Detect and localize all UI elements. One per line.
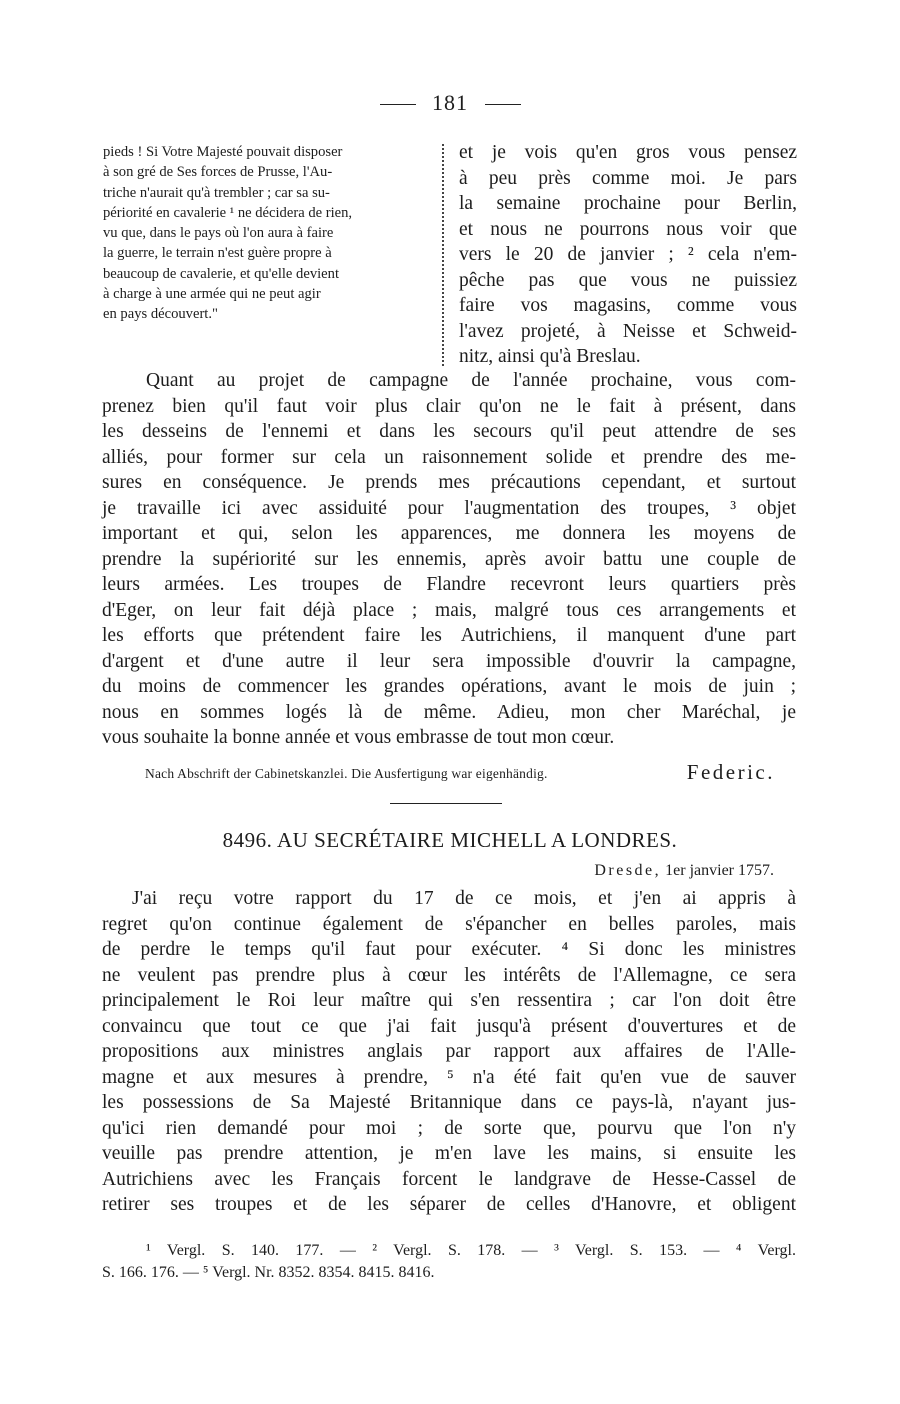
paragraph-line: ne veulent pas prendre plus à cœur les intérêts de l'Allemagne, ce sera — [102, 964, 796, 986]
left-column-line: beaucoup de cavalerie, et qu'elle devient — [103, 265, 340, 282]
paragraph-line: les efforts que prétendent faire les Autrichiens, il manquent d'une part — [102, 625, 796, 646]
right-column-line: et je vois qu'en gros vous pensez — [459, 142, 797, 163]
paragraph-line: convaincu que tout ce que j'ai fait jusqu'à présent d'ouvertures et de — [102, 1015, 796, 1037]
paragraph-line: propositions aux ministres anglais par rapport aux affaires de l'Alle- — [102, 1041, 796, 1062]
paragraph-line: les desseins de l'ennemi et dans les secours qu'il peut attendre de ses — [102, 421, 796, 442]
paragraph-line: Autrichiens avec les Français forcent le landgrave de Hesse-Cassel de — [102, 1168, 796, 1190]
paragraph-line: vous souhaite la bonne année et vous embrasse de tout mon cœur. — [102, 727, 615, 748]
footnote-line: ¹ Vergl. S. 140. 177. — ² Vergl. S. 178. — ³ Vergl. S. 153. — ⁴ Vergl. — [146, 1242, 796, 1259]
dateline — [594, 862, 774, 880]
left-column-line: en pays découvert." — [103, 306, 218, 323]
paragraph-line: les possessions de Sa Majesté Britannique dans ce pays-là, n'ayant jus- — [102, 1092, 796, 1113]
paragraph-line: principalement le Roi leur maître qui s'en ressentira ; car l'on doit être — [102, 990, 796, 1011]
paragraph-line: prendre la supériorité sur les ennemis, après avoir battu une couple de — [102, 548, 796, 570]
source-note: Nach Abschrift der Cabinetskanzlei. Die Ausfertigung war eigenhändig. — [145, 766, 548, 781]
paragraph-line: Quant au projet de campagne de l'année prochaine, vous com- — [146, 370, 796, 391]
footnote-line: S. 166. 176. — ⁵ Vergl. Nr. 8352. 8354. 8415. 8416. — [102, 1264, 435, 1281]
header-dash-right — [485, 104, 521, 105]
right-column-text — [459, 140, 797, 370]
right-column-line: vers le 20 de janvier ; ² cela n'em- — [459, 244, 797, 265]
right-column-line: faire vos magasins, comme vous — [459, 295, 797, 316]
paragraph-line: important et qui, selon les apparences, me donnera les moyens de — [102, 523, 796, 544]
paragraph-letter — [102, 886, 796, 1218]
paragraph-line: retirer ses troupes et de les séparer de celles d'Hanovre, et obligent — [102, 1194, 796, 1215]
left-column-line: périorité en cavalerie ¹ ne décidera de rien, — [103, 204, 353, 221]
paragraph-line: d'Eger, on leur fait déjà place ; mais, malgré tous ces arrangements et — [102, 599, 796, 621]
right-column-line: l'avez projeté, à Neisse et Schweid- — [459, 320, 797, 342]
left-column-line: à charge à une armée qui ne peut agir — [103, 286, 321, 303]
paragraph-line: sures en conséquence. Je prends mes précautions cependant, et surtout — [102, 472, 796, 493]
paragraph-line: d'argent et d'une autre il leur sera impossible d'ouvrir la campagne, — [102, 650, 796, 672]
left-column-line: vu que, dans le pays où l'on aura à faire — [103, 225, 334, 242]
left-column-line: à son gré de Ses forces de Prusse, l'Au- — [103, 164, 333, 181]
column-divider — [442, 144, 444, 366]
right-column-line: à peu près comme moi. Je pars — [459, 167, 797, 189]
page-number: 181 — [432, 90, 468, 115]
paragraph-line: leurs armées. Les troupes de Flandre recevront leurs quartiers près — [102, 574, 796, 595]
left-column-line: pieds ! Si Votre Majesté pouvait disposer — [103, 144, 343, 160]
section-separator — [390, 803, 502, 804]
paragraph-line: de perdre le temps qu'il faut pour exécuter. ⁴ Si donc les ministres — [102, 939, 796, 960]
paragraph-line: magne et aux mesures à prendre, ⁵ n'a été fait qu'en vue de sauver — [102, 1066, 796, 1088]
dateline-date: 1er janvier 1757. — [665, 862, 774, 879]
paragraph-line: veuille pas prendre attention, je m'en lave les mains, si ensuite les — [102, 1143, 796, 1164]
header-dash-left — [380, 104, 416, 105]
right-column-line: la semaine prochaine pour Berlin, — [459, 193, 797, 214]
source-row — [145, 760, 775, 786]
right-column-line: pêche pas que vous ne puissiez — [459, 269, 797, 291]
footnotes — [102, 1240, 796, 1284]
left-column-quote — [103, 142, 433, 325]
paragraph-line: J'ai reçu votre rapport du 17 de ce mois, et j'en ai appris à — [132, 888, 796, 909]
right-column-line: nitz, ainsi qu'à Breslau. — [459, 346, 641, 367]
paragraph-line: du moins de commencer les grandes opérations, avant le mois de juin ; — [102, 676, 796, 697]
right-column-line: et nous ne pourrons nous voir que — [459, 218, 797, 240]
letter-title: 8496. AU SECRÉTAIRE MICHELL A LONDRES. — [222, 828, 678, 852]
signature: Federic. — [686, 760, 775, 784]
left-column-line: triche n'aurait qu'à trembler ; car sa su- — [103, 184, 330, 201]
paragraph-line: je travaille ici avec assiduité pour l'augmentation des troupes, ³ objet — [102, 497, 796, 519]
paragraph-line: nous en sommes logés là de même. Adieu, mon cher Maréchal, je — [102, 701, 796, 723]
paragraph-line: alliés, pour former sur cela un raisonnement solide et prendre des me- — [102, 446, 796, 468]
paragraph-line: prenez bien qu'il faut voir plus clair qu'on ne le fait à présent, dans — [102, 395, 796, 417]
page-header — [0, 90, 900, 116]
dateline-place: Dresde, — [594, 862, 662, 879]
paragraph-line: qu'ici rien demandé pour moi ; de sorte que, pourvu que l'on n'y — [102, 1117, 796, 1139]
left-column-line: la guerre, le terrain n'est guère propre à — [103, 245, 332, 262]
paragraph-line: regret qu'on continue également de s'épancher en belles paroles, mais — [102, 913, 796, 935]
paragraph-campaign — [102, 368, 796, 751]
